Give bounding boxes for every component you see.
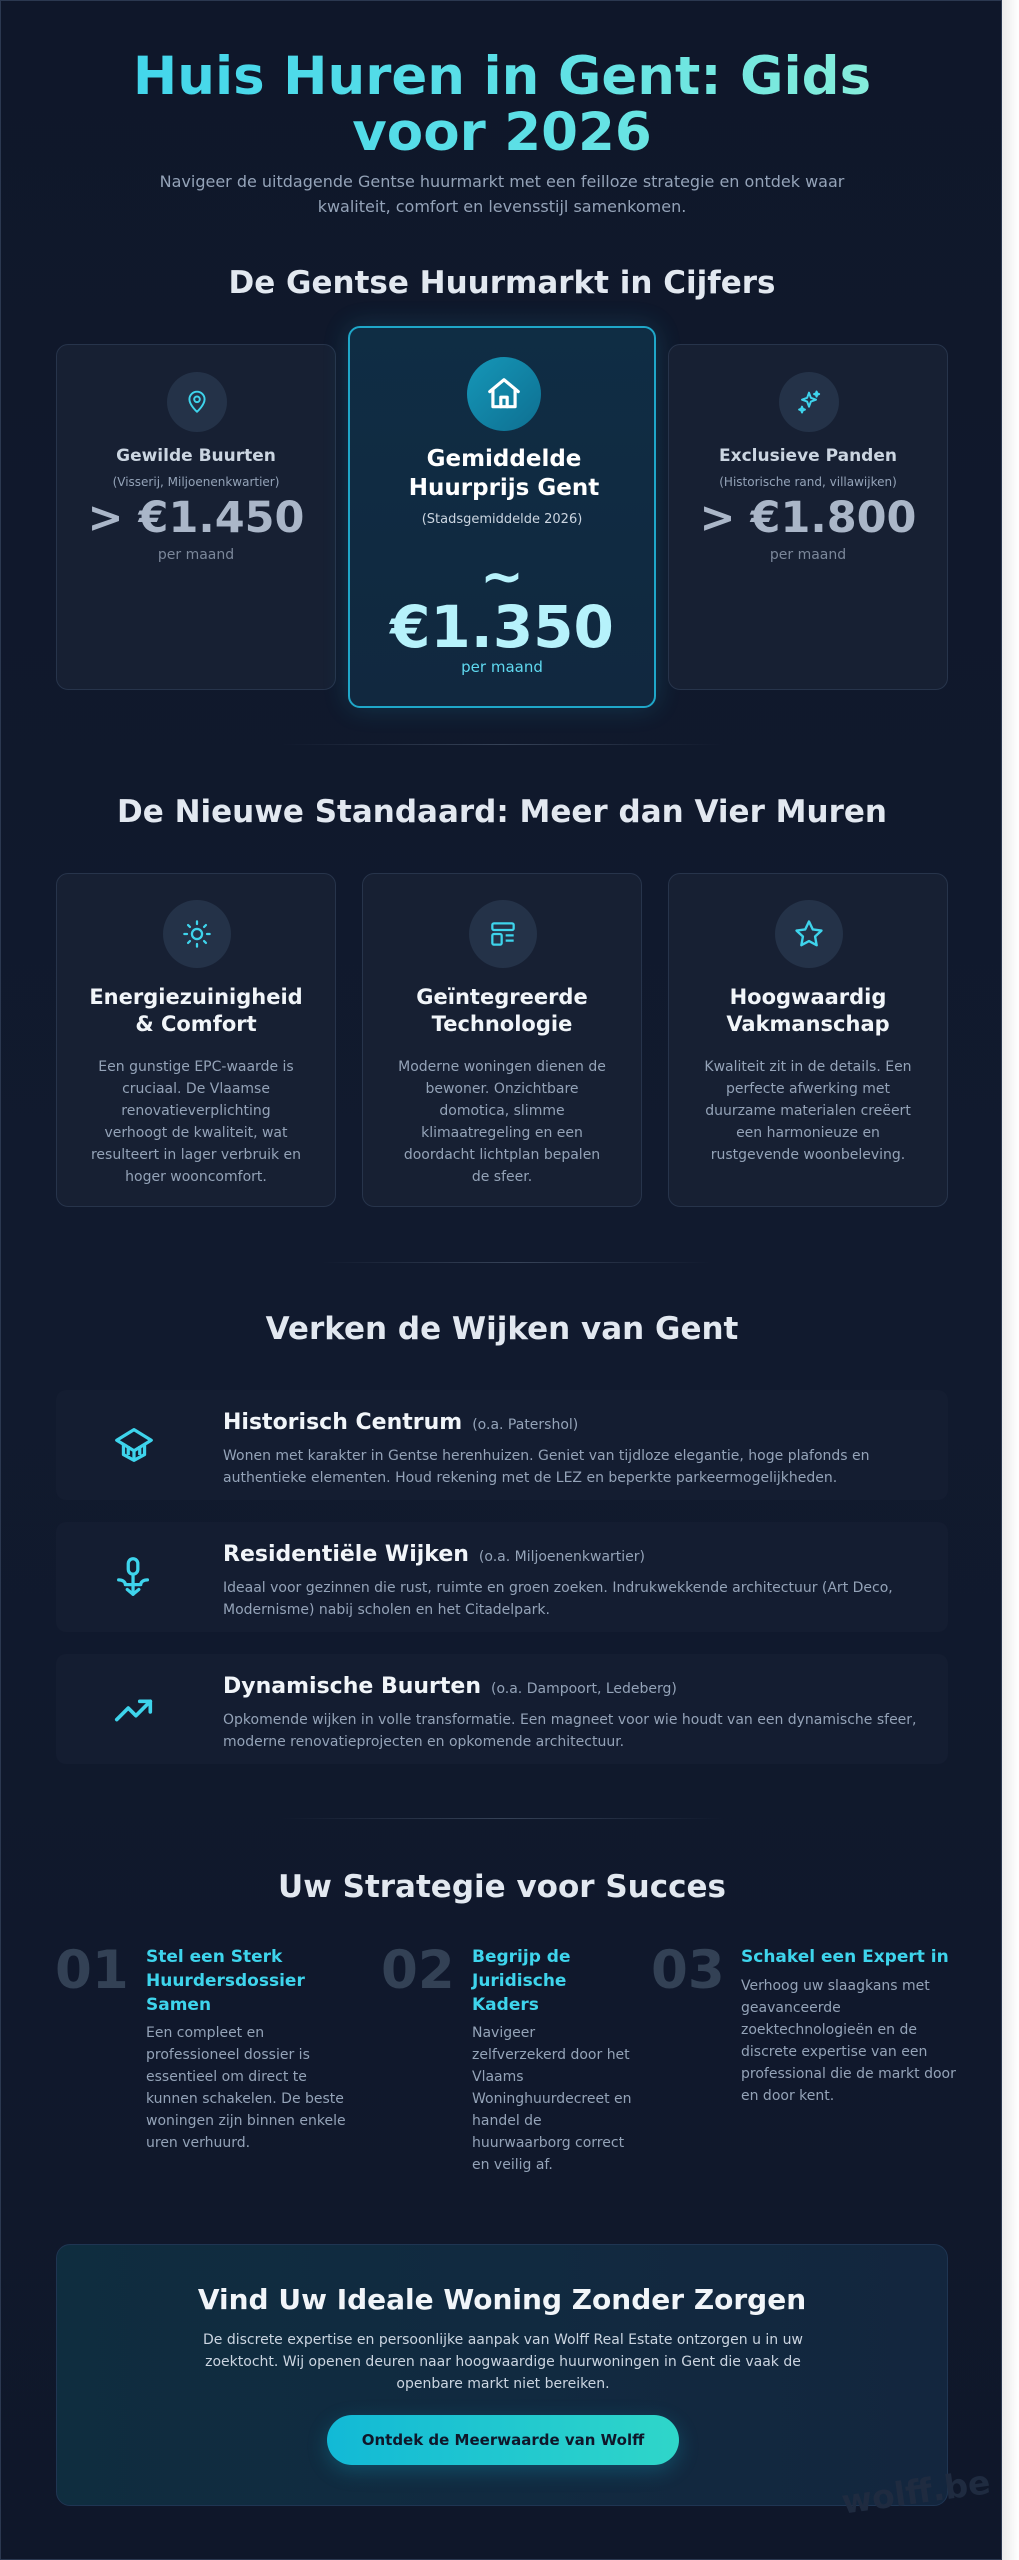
step-title: Schakel een Expert in	[741, 1947, 949, 1967]
stat-card-exclusieve-panden	[668, 344, 948, 690]
page-shadow	[1002, 0, 1019, 2560]
stat-card-gewilde-buurten	[56, 344, 336, 690]
market-section-title: De Gentse Huurmarkt in Cijfers	[228, 265, 776, 301]
feature-text: Een gunstige EPC-waarde is cruciaal. De Vlaamse renovatieverplichting verhoogt de kwaliteit, wat resulteert in lager verbruik en hoger wooncomfort.	[90, 1059, 302, 1185]
star-icon	[775, 900, 843, 968]
stat-value-prefix: ~	[480, 547, 524, 607]
neighbourhood-text: Wonen met karakter in Gentse herenhuizen. Geniet van tijdloze elegantie, hoge plafonds en authentieke elementen. Houd rekening met de LEZ en beperkte parkeermogelijkheden.	[223, 1448, 870, 1486]
feature-card-vakmanschap	[668, 873, 948, 1207]
feature-card-technologie	[362, 873, 642, 1207]
section-divider	[281, 744, 723, 745]
stat-unit: per maand	[157, 547, 235, 563]
step-title: Begrijp de Juridische Kaders	[472, 1947, 571, 2015]
step-number: 01	[55, 1940, 129, 2001]
step-title: Stel een Sterk Huurdersdossier Samen	[146, 1947, 305, 2015]
standard-section-title: De Nieuwe Standaard: Meer dan Vier Muren	[117, 794, 887, 830]
feature-text: Kwaliteit zit in de details. Een perfecte afwerking met duurzame materialen creëert een harmonieuze en rustgevende woonbeleving.	[704, 1059, 912, 1163]
feature-text: Moderne woningen dienen de bewoner. Onzichtbare domotica, slimme klimaatregeling en een doordacht lichtplan bepalen de sfeer.	[398, 1059, 606, 1185]
neighbourhood-name: Dynamische Buurten	[223, 1674, 481, 1699]
neighbourhood-historisch-centrum	[56, 1390, 948, 1500]
neighbourhood-text: Ideaal voor gezinnen die rust, ruimte en groen zoeken. Indrukwekkende architectuur (Art Deco, Modernisme) nabij scholen en het Citadelpark.	[223, 1580, 893, 1618]
neighbourhood-area: (o.a. Dampoort, Ledeberg)	[491, 1681, 677, 1697]
cta-text: De discrete expertise en persoonlijke aanpak van Wolff Real Estate ontzorgen u in uw zoektocht. Wij openen deuren naar hoogwaardige huurwoningen in Gent die vaak de openbare markt niet bereiken.	[203, 2332, 803, 2392]
neighbourhood-name: Residentiële Wijken	[223, 1542, 469, 1567]
stat-value: €1.350	[390, 593, 614, 661]
neighbourhood-area: (o.a. Miljoenenkwartier)	[478, 1549, 646, 1565]
step-text: Verhoog uw slaagkans met geavanceerde zoektechnologieën en de discrete expertise van een professional die de markt door en door kent.	[741, 1978, 956, 2104]
page-title: Huis Huren in Gent: Gids voor 2026	[61, 49, 943, 161]
neighbourhood-name: Historisch Centrum	[223, 1410, 463, 1435]
step-text: Een compleet en professioneel dossier is essentieel om direct te kunnen schakelen. De beste woningen zijn binnen enkele uren verhuurd.	[146, 2025, 346, 2151]
stat-note: (Stadsgemiddelde 2026)	[421, 512, 583, 527]
stat-label: Exclusieve Panden	[719, 446, 897, 466]
cta-title: Vind Uw Ideale Woning Zonder Zorgen	[197, 2283, 807, 2316]
tree-icon	[111, 1554, 157, 1600]
watermark: wolff.be	[839, 2462, 993, 2522]
stat-label: Gewilde Buurten	[116, 446, 276, 466]
stat-note: (Visserij, Miljoenenkwartier)	[112, 475, 280, 489]
stat-label: Gemiddelde Huurprijs Gent	[408, 446, 600, 501]
cta-button[interactable]: Ontdek de Meerwaarde van Wolff	[327, 2415, 679, 2465]
sparkles-icon	[779, 372, 839, 432]
neighbourhood-text: Opkomende wijken in volle transformatie. Een magneet voor wie houdt van een dynamische sfeer, moderne renovatieprojecten en opkomende architectuur.	[223, 1712, 917, 1750]
stat-value: > €1.450	[87, 493, 305, 543]
neighbourhoods-section-title: Verken de Wijken van Gent	[265, 1311, 739, 1347]
stat-card-gemiddelde-huurprijs	[348, 326, 656, 708]
layout-icon	[469, 900, 537, 968]
trending-up-icon	[111, 1686, 157, 1732]
landmark-icon	[111, 1422, 157, 1468]
sun-icon	[163, 900, 231, 968]
section-divider	[281, 1818, 723, 1819]
page-subtitle: Navigeer de uitdagende Gentse huurmarkt met een feilloze strategie en ontdek waar kwaliteit, comfort en levensstijl samenkomen.	[159, 172, 845, 216]
step-text: Navigeer zelfverzekerd door het Vlaams Woninghuurdecreet en handel de huurwaarborg correct en veilig af.	[472, 2025, 632, 2173]
strategy-section-title: Uw Strategie voor Succes	[278, 1869, 726, 1905]
neighbourhood-residentiele-wijken	[56, 1522, 948, 1632]
map-pin-icon	[167, 372, 227, 432]
feature-title: Geïntegreerde Technologie	[416, 985, 588, 1036]
stat-value: > €1.800	[699, 493, 917, 543]
feature-title: Energiezuinigheid & Comfort	[89, 985, 303, 1036]
stat-unit: per maand	[769, 547, 847, 563]
section-divider	[321, 1262, 711, 1263]
feature-title: Hoogwaardig Vakmanschap	[726, 985, 890, 1036]
stat-note: (Historische rand, villawijken)	[719, 475, 897, 489]
neighbourhood-dynamische-buurten	[56, 1654, 948, 1764]
cta-panel	[56, 2244, 948, 2506]
step-number: 03	[651, 1940, 725, 2001]
house-icon	[467, 357, 541, 431]
stat-unit: per maand	[461, 658, 543, 676]
feature-card-energie	[56, 873, 336, 1207]
neighbourhood-area: (o.a. Patershol)	[472, 1417, 579, 1433]
step-number: 02	[381, 1940, 455, 2001]
